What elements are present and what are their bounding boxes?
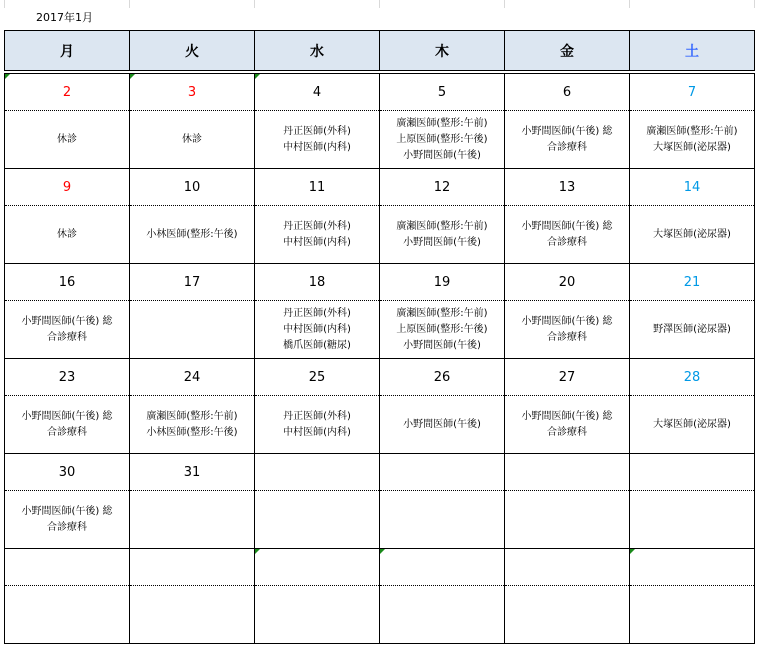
sheet-column-gridlines bbox=[0, 0, 757, 8]
date-number: 17 bbox=[183, 274, 201, 290]
week-3-dates bbox=[5, 264, 755, 301]
schedule-cell[interactable] bbox=[255, 491, 380, 549]
date-cell[interactable] bbox=[130, 549, 255, 586]
date-cell[interactable] bbox=[130, 359, 255, 396]
schedule-cell[interactable]: 小野間医師(午後) 総 合診療科 bbox=[5, 396, 130, 454]
week-5-dates bbox=[5, 454, 755, 491]
schedule-cell[interactable] bbox=[5, 586, 130, 644]
comment-marker-icon bbox=[5, 74, 10, 79]
weekday-fri[interactable]: 金 bbox=[505, 31, 630, 71]
weekday-header-row bbox=[5, 31, 755, 71]
date-cell[interactable] bbox=[505, 74, 630, 111]
weekday-mon[interactable]: 月 bbox=[5, 31, 130, 71]
schedule-cell[interactable] bbox=[505, 586, 630, 644]
date-cell[interactable] bbox=[505, 359, 630, 396]
schedule-cell[interactable]: 小野間医師(午後) 総 合診療科 bbox=[5, 301, 130, 359]
date-cell[interactable] bbox=[630, 169, 755, 206]
date-number: 14 bbox=[683, 179, 701, 195]
schedule-cell[interactable]: 休診 bbox=[5, 111, 130, 169]
date-cell[interactable] bbox=[630, 549, 755, 586]
date-cell[interactable] bbox=[5, 169, 130, 206]
schedule-cell[interactable]: 休診 bbox=[5, 206, 130, 264]
schedule-cell[interactable]: 野澤医師(泌尿器) bbox=[630, 301, 755, 359]
date-number: 19 bbox=[433, 274, 451, 290]
schedule-cell[interactable]: 大塚医師(泌尿器) bbox=[630, 206, 755, 264]
date-cell[interactable] bbox=[5, 454, 130, 491]
schedule-cell[interactable] bbox=[130, 491, 255, 549]
date-number: 30 bbox=[58, 464, 76, 480]
schedule-cell[interactable] bbox=[505, 491, 630, 549]
date-number: 10 bbox=[183, 179, 201, 195]
date-number: 7 bbox=[687, 84, 697, 100]
week-1-dates bbox=[5, 74, 755, 111]
schedule-cell[interactable]: 廣瀬医師(整形:午前) 小林医師(整形:午後) bbox=[130, 396, 255, 454]
date-number: 23 bbox=[58, 369, 76, 385]
date-cell[interactable] bbox=[130, 74, 255, 111]
date-cell[interactable] bbox=[505, 549, 630, 586]
schedule-cell[interactable]: 廣瀬医師(整形:午前) 上原医師(整形:午後) 小野間医師(午後) bbox=[380, 111, 505, 169]
date-cell[interactable] bbox=[380, 169, 505, 206]
date-cell[interactable] bbox=[380, 454, 505, 491]
week-6-schedule bbox=[5, 586, 755, 644]
schedule-cell[interactable] bbox=[380, 491, 505, 549]
date-cell[interactable] bbox=[505, 454, 630, 491]
date-number: 3 bbox=[187, 84, 197, 100]
date-cell[interactable] bbox=[505, 264, 630, 301]
week-5-schedule bbox=[5, 491, 755, 549]
date-number: 11 bbox=[308, 179, 326, 195]
date-cell[interactable] bbox=[5, 74, 130, 111]
date-cell[interactable] bbox=[255, 264, 380, 301]
date-cell[interactable] bbox=[630, 74, 755, 111]
schedule-cell[interactable]: 小野間医師(午後) bbox=[380, 396, 505, 454]
comment-marker-icon bbox=[255, 74, 260, 79]
date-cell[interactable] bbox=[380, 549, 505, 586]
date-number: 21 bbox=[683, 274, 701, 290]
date-number: 4 bbox=[312, 84, 322, 100]
week-4-dates bbox=[5, 359, 755, 396]
date-cell[interactable] bbox=[630, 264, 755, 301]
schedule-cell[interactable]: 小野間医師(午後) 総 合診療科 bbox=[505, 396, 630, 454]
date-number: 20 bbox=[558, 274, 576, 290]
schedule-cell[interactable]: 廣瀬医師(整形:午前) 小野間医師(午後) bbox=[380, 206, 505, 264]
week-1-schedule bbox=[5, 111, 755, 169]
comment-marker-icon bbox=[255, 549, 260, 554]
date-cell[interactable] bbox=[505, 169, 630, 206]
schedule-cell[interactable]: 小野間医師(午後) 総 合診療科 bbox=[505, 206, 630, 264]
schedule-cell[interactable]: 丹正医師(外科) 中村医師(内科) bbox=[255, 111, 380, 169]
schedule-cell[interactable]: 小野間医師(午後) 総 合診療科 bbox=[505, 111, 630, 169]
week-2-dates bbox=[5, 169, 755, 206]
date-cell[interactable] bbox=[5, 549, 130, 586]
date-cell[interactable] bbox=[5, 359, 130, 396]
date-number: 6 bbox=[562, 84, 572, 100]
schedule-cell[interactable] bbox=[630, 586, 755, 644]
schedule-cell[interactable]: 小林医師(整形:午後) bbox=[130, 206, 255, 264]
date-cell[interactable] bbox=[630, 359, 755, 396]
schedule-cell[interactable] bbox=[130, 301, 255, 359]
week-2-schedule bbox=[5, 206, 755, 264]
calendar-title: 2017年1月 bbox=[36, 11, 93, 24]
comment-marker-icon bbox=[130, 74, 135, 79]
date-number: 31 bbox=[183, 464, 201, 480]
week-4-schedule bbox=[5, 396, 755, 454]
date-number: 2 bbox=[62, 84, 72, 100]
schedule-cell[interactable]: 丹正医師(外科) 中村医師(内科) bbox=[255, 206, 380, 264]
date-cell[interactable] bbox=[255, 169, 380, 206]
date-cell[interactable] bbox=[130, 454, 255, 491]
date-cell[interactable] bbox=[255, 454, 380, 491]
calendar-grid bbox=[4, 30, 755, 644]
schedule-cell[interactable] bbox=[130, 586, 255, 644]
date-cell[interactable] bbox=[130, 169, 255, 206]
date-number: 12 bbox=[433, 179, 451, 195]
weekday-tue[interactable]: 火 bbox=[130, 31, 255, 71]
date-number: 18 bbox=[308, 274, 326, 290]
schedule-cell[interactable] bbox=[630, 491, 755, 549]
date-number: 9 bbox=[62, 179, 72, 195]
date-cell[interactable] bbox=[255, 549, 380, 586]
date-cell[interactable] bbox=[380, 359, 505, 396]
date-cell[interactable] bbox=[255, 359, 380, 396]
weekday-thu[interactable]: 木 bbox=[380, 31, 505, 71]
date-number: 28 bbox=[683, 369, 701, 385]
date-number: 5 bbox=[437, 84, 447, 100]
schedule-cell[interactable]: 廣瀬医師(整形:午前) 上原医師(整形:午後) 小野間医師(午後) bbox=[380, 301, 505, 359]
date-number: 25 bbox=[308, 369, 326, 385]
schedule-cell[interactable]: 廣瀬医師(整形:午前) 大塚医師(泌尿器) bbox=[630, 111, 755, 169]
weekday-sat[interactable]: 土 bbox=[630, 31, 755, 71]
date-number: 24 bbox=[183, 369, 201, 385]
date-number: 27 bbox=[558, 369, 576, 385]
date-cell[interactable] bbox=[380, 74, 505, 111]
comment-marker-icon bbox=[380, 549, 385, 554]
date-number: 13 bbox=[558, 179, 576, 195]
schedule-cell[interactable]: 休診 bbox=[130, 111, 255, 169]
schedule-cell[interactable]: 丹正医師(外科) 中村医師(内科) bbox=[255, 396, 380, 454]
comment-marker-icon bbox=[630, 549, 635, 554]
weekday-wed[interactable]: 水 bbox=[255, 31, 380, 71]
schedule-cell[interactable]: 小野間医師(午後) 総 合診療科 bbox=[505, 301, 630, 359]
week-3-schedule bbox=[5, 301, 755, 359]
date-cell[interactable] bbox=[130, 264, 255, 301]
date-cell[interactable] bbox=[380, 264, 505, 301]
week-6-dates bbox=[5, 549, 755, 586]
date-cell[interactable] bbox=[255, 74, 380, 111]
schedule-cell[interactable] bbox=[380, 586, 505, 644]
schedule-cell[interactable]: 丹正医師(外科) 中村医師(内科) 橋爪医師(糖尿) bbox=[255, 301, 380, 359]
schedule-cell[interactable]: 小野間医師(午後) 総 合診療科 bbox=[5, 491, 130, 549]
date-cell[interactable] bbox=[5, 264, 130, 301]
schedule-cell[interactable]: 大塚医師(泌尿器) bbox=[630, 396, 755, 454]
schedule-cell[interactable] bbox=[255, 586, 380, 644]
date-cell[interactable] bbox=[630, 454, 755, 491]
date-number: 26 bbox=[433, 369, 451, 385]
date-number: 16 bbox=[58, 274, 76, 290]
